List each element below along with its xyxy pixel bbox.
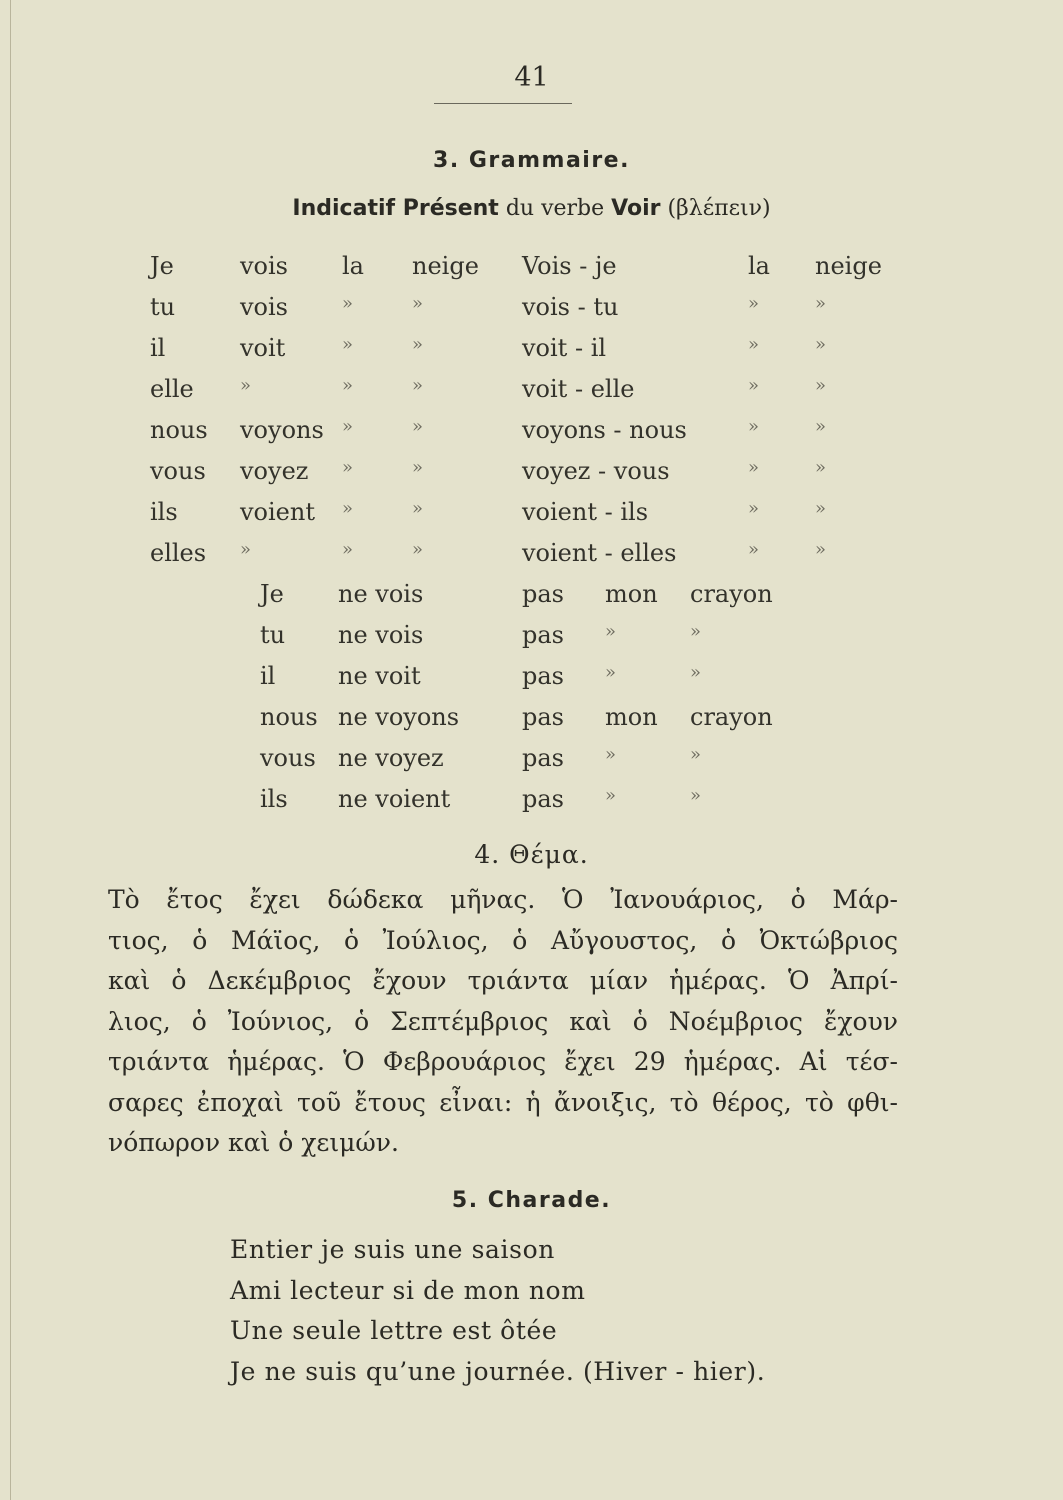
object-2: » [412, 457, 424, 478]
neg-verb: ne vois [338, 621, 424, 649]
greek-line: τριάντα ἡμέρας. Ὁ Φεβρουάριος ἔχει 29 ἡμέρας. Αἱ τέσ- [108, 1047, 898, 1076]
question-object-2: » [815, 457, 827, 478]
neg-pronoun: nous [260, 703, 318, 731]
object-2: » [412, 334, 424, 355]
neg-object-2: crayon [690, 703, 773, 731]
neg-object-1: » [605, 785, 617, 806]
poem-line: Entier je suis une saison [230, 1235, 555, 1264]
question-object-1: » [748, 293, 760, 314]
question-object-1: la [748, 252, 770, 280]
object-1: » [342, 416, 354, 437]
neg-object-1: » [605, 662, 617, 683]
object-2: » [412, 539, 424, 560]
question-object-1: » [748, 334, 760, 355]
poem-line: Je ne suis qu’une journée. (Hiver - hier). [230, 1356, 766, 1386]
neg-object-1: » [605, 621, 617, 642]
pronoun: elle [150, 375, 194, 403]
neg-object-1: mon [605, 580, 658, 608]
neg-verb: ne voit [338, 662, 421, 690]
neg-verb: ne voient [338, 785, 451, 813]
object-1: » [342, 498, 354, 519]
neg-pronoun: tu [260, 621, 286, 649]
neg-pas: pas [522, 662, 564, 690]
neg-pas: pas [522, 785, 564, 813]
subtitle-light-1: du verbe [505, 196, 605, 221]
greek-line: λιος, ὁ Ἰούνιος, ὁ Σεπτέμβριος καὶ ὁ Νοέμβριος ἔχουν [108, 1006, 898, 1036]
object-1: » [342, 293, 354, 314]
question-verb: voyons - nous [522, 416, 687, 444]
section-3-title: 3. Grammaire. [433, 148, 630, 173]
verb: voyons [240, 416, 324, 444]
verb: » [240, 539, 252, 560]
header-rule [434, 103, 572, 104]
subtitle-bold-2: Voir [611, 196, 661, 221]
pronoun: ils [150, 498, 178, 526]
question-object-2: neige [815, 252, 882, 280]
object-2: » [412, 416, 424, 437]
object-2: » [412, 498, 424, 519]
neg-pas: pas [522, 580, 564, 608]
question-verb: voyez - vous [522, 457, 670, 485]
neg-pronoun: Je [260, 580, 284, 608]
object-1: la [342, 252, 364, 280]
neg-pronoun: ils [260, 785, 288, 813]
section-5-title: 5. Charade. [451, 1188, 612, 1213]
charade-poem [230, 1230, 765, 1392]
neg-verb: ne voyons [338, 703, 460, 731]
greek-line: νόπωρον καὶ ὁ χειμών. [108, 1128, 399, 1157]
object-1: » [342, 539, 354, 560]
neg-object-2: crayon [690, 580, 773, 608]
subtitle-bold-1: Indicatif Présent [292, 196, 499, 221]
question-object-2: » [815, 334, 827, 355]
question-object-1: » [748, 539, 760, 560]
object-1: » [342, 334, 354, 355]
neg-object-2: » [690, 785, 702, 806]
object-2: neige [412, 252, 479, 280]
question-object-1: » [748, 375, 760, 396]
verb: voyez [240, 457, 309, 485]
question-verb: Vois - je [522, 252, 617, 280]
verb: vois [240, 293, 288, 321]
neg-object-2: » [690, 662, 702, 683]
verb: voit [240, 334, 286, 362]
verb: » [240, 375, 252, 396]
page-edge-line [10, 0, 11, 1500]
section-3-subtitle [0, 196, 1063, 221]
pronoun: tu [150, 293, 176, 321]
question-object-1: » [748, 498, 760, 519]
object-1: » [342, 375, 354, 396]
question-object-2: » [815, 539, 827, 560]
object-2: » [412, 293, 424, 314]
pronoun: Je [150, 252, 174, 280]
question-verb: voient - elles [522, 539, 677, 567]
neg-object-1: mon [605, 703, 658, 731]
pronoun: vous [150, 457, 206, 485]
question-object-2: » [815, 498, 827, 519]
question-object-2: » [815, 375, 827, 396]
neg-object-1: » [605, 744, 617, 765]
pronoun: elles [150, 539, 207, 567]
neg-object-2: » [690, 744, 702, 765]
greek-line: Τὸ ἔτος ἔχει δώδεκα μῆνας. Ὁ Ἰανουάριος, ὁ Μάρ- [108, 885, 898, 914]
greek-line: τιος, ὁ Μάϊος, ὁ Ἰούλιος, ὁ Αὔγουστος, ὁ Ὀκτώβριος [108, 925, 898, 955]
question-object-1: » [748, 457, 760, 478]
subtitle-light-2: (βλέπειν) [667, 196, 771, 221]
neg-verb: ne vois [338, 580, 424, 608]
question-object-2: » [815, 293, 827, 314]
neg-pas: pas [522, 744, 564, 772]
object-1: » [342, 457, 354, 478]
question-verb: voit - il [522, 334, 607, 362]
neg-pronoun: il [260, 662, 276, 690]
question-object-1: » [748, 416, 760, 437]
object-2: » [412, 375, 424, 396]
section-4-text [108, 880, 898, 1164]
poem-line: Une seule lettre est ôtée [230, 1316, 558, 1345]
question-object-2: » [815, 416, 827, 437]
neg-pas: pas [522, 703, 564, 731]
page-number: 41 [514, 62, 549, 93]
verb: vois [240, 252, 288, 280]
pronoun: il [150, 334, 166, 362]
verb: voient [240, 498, 315, 526]
poem-line: Ami lecteur si de mon nom [230, 1275, 586, 1305]
question-verb: voit - elle [522, 375, 635, 403]
neg-pas: pas [522, 621, 564, 649]
neg-verb: ne voyez [338, 744, 444, 772]
neg-object-2: » [690, 621, 702, 642]
section-4-title: 4. Θέμα. [474, 840, 589, 869]
greek-line: καὶ ὁ Δεκέμβριος ἔχουν τριάντα μίαν ἡμέρας. Ὁ Ἀπρί- [108, 966, 898, 995]
pronoun: nous [150, 416, 208, 444]
question-verb: voient - ils [522, 498, 649, 526]
greek-line: σαρες ἐποχαὶ τοῦ ἔτους εἶναι: ἡ ἄνοιξις, τὸ θέρος, τὸ φθι- [108, 1087, 898, 1117]
question-verb: vois - tu [522, 293, 619, 321]
neg-pronoun: vous [260, 744, 316, 772]
